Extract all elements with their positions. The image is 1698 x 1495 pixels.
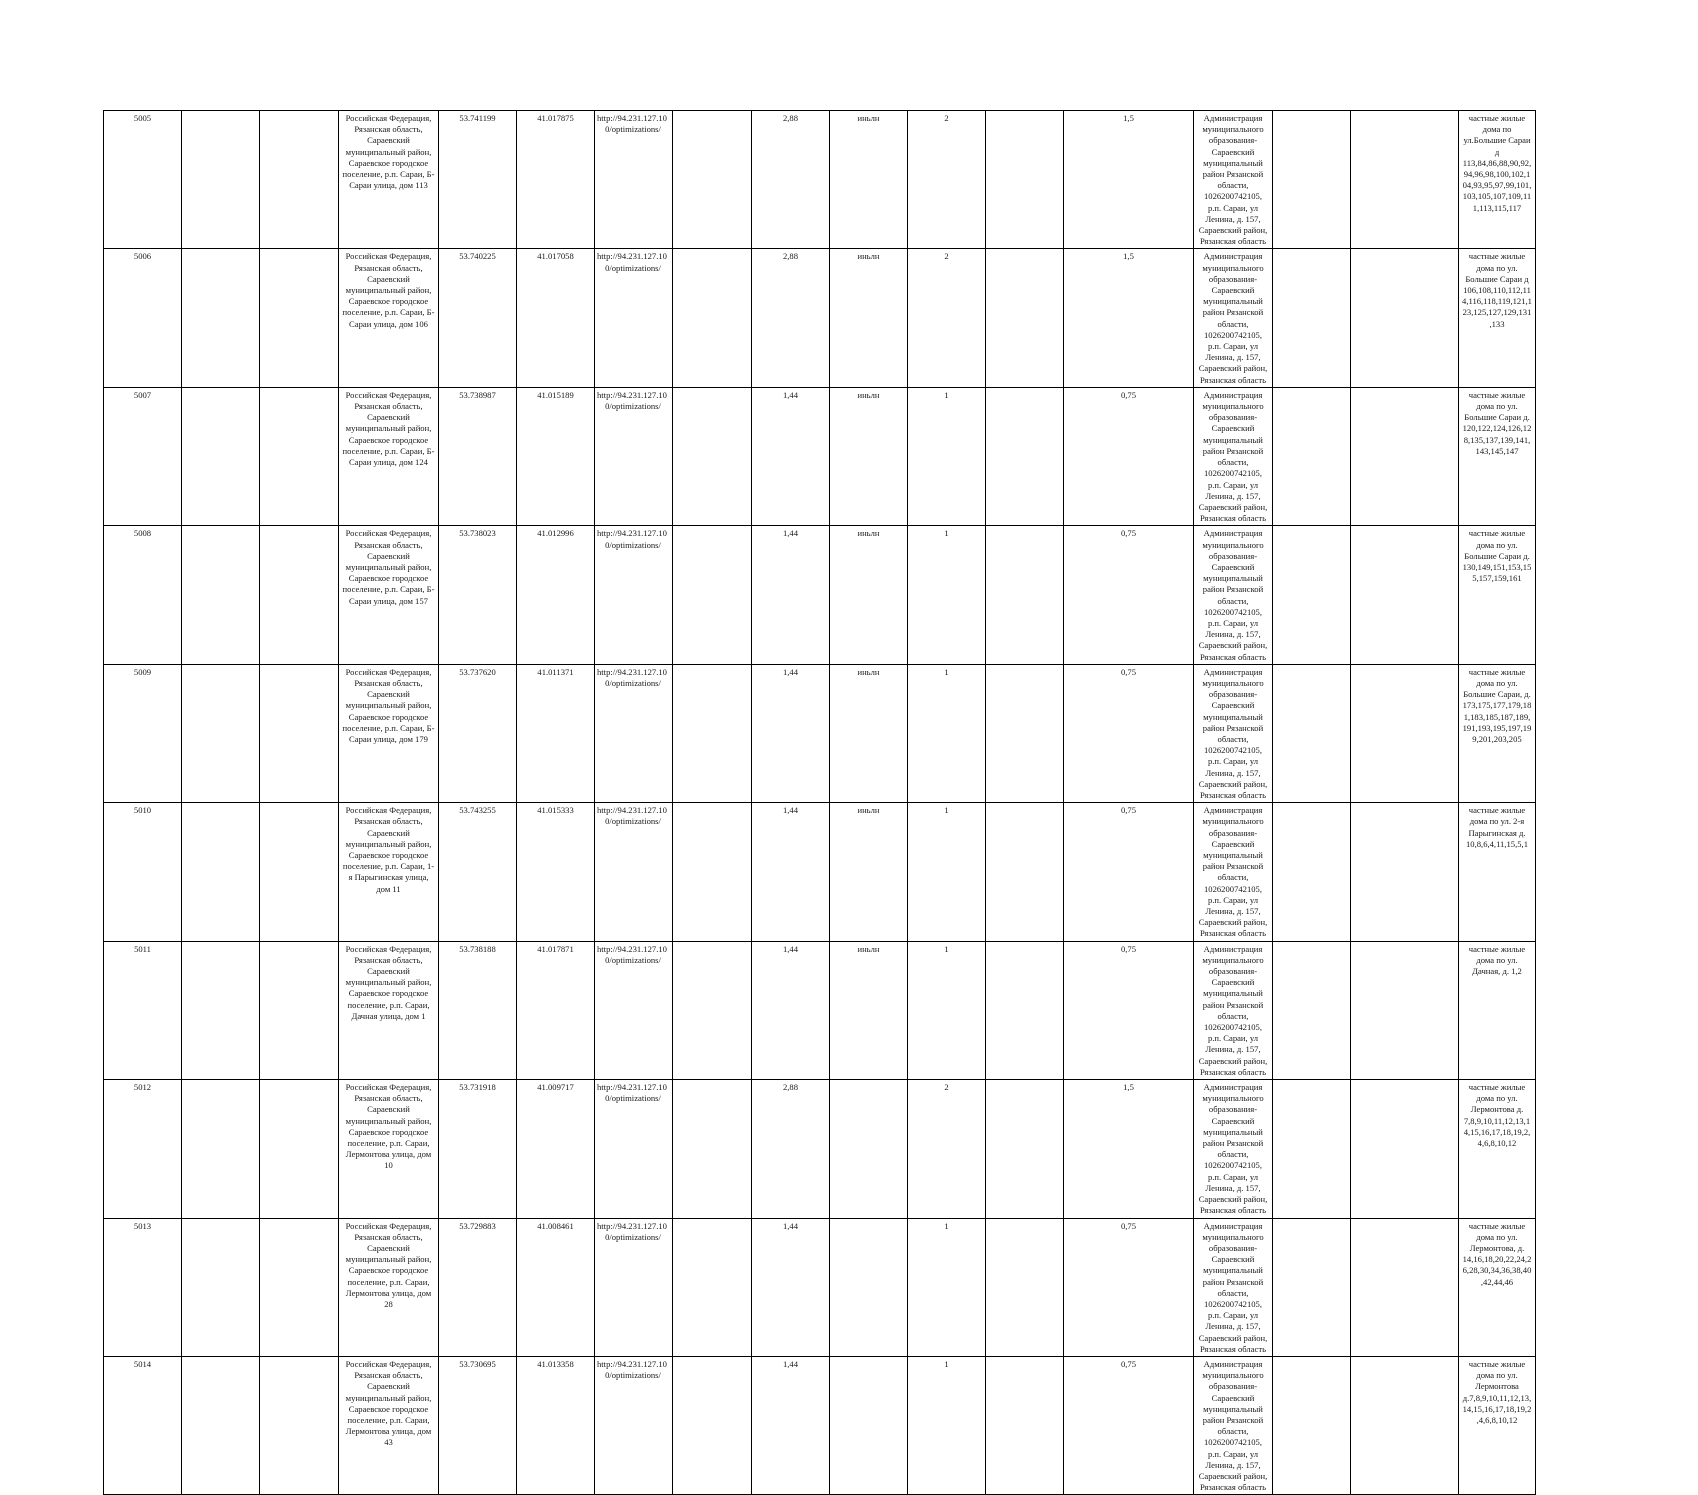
cell-volume: 0,75: [1064, 1356, 1194, 1494]
cell-empty: [673, 249, 752, 387]
cell-longitude: 41.017875: [517, 111, 595, 249]
cell-id: 5014: [104, 1356, 182, 1494]
cell-empty: [1273, 1080, 1351, 1218]
cell-empty: [986, 664, 1064, 802]
cell-material: иньлн: [830, 249, 908, 387]
cell-empty: [1273, 526, 1351, 664]
cell-map-link: [595, 111, 673, 249]
cell-empty: [1351, 1080, 1459, 1218]
cell-id: 5013: [104, 1218, 182, 1356]
cell-address: Российская Федерация, Рязанская область, Сараевский муниципальный район, Сараевское городское поселение, р.п. Сараи, Б-Сараи улица, дом 124: [339, 387, 439, 525]
cell-area: 1,44: [752, 1218, 830, 1356]
cell-empty: [260, 1356, 339, 1494]
cell-owner: Администрация муниципального образования-Сараевский муниципальный район Рязанской области, 1026200742105, р.п. Сараи, ул Ленина, д. 157, Сараевский район, Рязанская область: [1194, 111, 1273, 249]
cell-material: [830, 1218, 908, 1356]
cell-volume: 0,75: [1064, 526, 1194, 664]
cell-volume: 0,75: [1064, 803, 1194, 941]
cell-material: иньлн: [830, 941, 908, 1079]
cell-area: 1,44: [752, 803, 830, 941]
map-link-line-2: 0/optimizations/: [605, 954, 661, 965]
cell-empty: [260, 526, 339, 664]
cell-empty: [182, 1218, 260, 1356]
cell-address: Российская Федерация, Рязанская область, Сараевский муниципальный район, Сараевское городское поселение, р.п. Сараи, Лермонтова улица, дом 10: [339, 1080, 439, 1218]
cell-id: 5006: [104, 249, 182, 387]
table-row: [104, 526, 1536, 664]
cell-empty: [182, 941, 260, 1079]
map-link-line-2: 0/optimizations/: [605, 262, 661, 273]
cell-container-count: 1: [908, 526, 986, 664]
cell-id: 5010: [104, 803, 182, 941]
cell-empty: [1273, 1218, 1351, 1356]
cell-empty: [1351, 803, 1459, 941]
cell-owner: Администрация муниципального образования-Сараевский муниципальный район Рязанской области, 1026200742105, р.п. Сараи, ул Ленина, д. 157, Сараевский район, Рязанская область: [1194, 1218, 1273, 1356]
cell-owner: Администрация муниципального образования-Сараевский муниципальный район Рязанской области, 1026200742105, р.п. Сараи, ул Ленина, д. 157, Сараевский район, Рязанская область: [1194, 387, 1273, 525]
cell-longitude: 41.017871: [517, 941, 595, 1079]
cell-id: 5011: [104, 941, 182, 1079]
cell-map-link: [595, 664, 673, 802]
cell-address: Российская Федерация, Рязанская область, Сараевский муниципальный район, Сараевское городское поселение, р.п. Сараи, Б-Сараи улица, дом 157: [339, 526, 439, 664]
map-link-line-1: http://94.231.127.10: [597, 1082, 667, 1093]
map-link-line-1: http://94.231.127.10: [597, 113, 667, 123]
cell-container-count: 1: [908, 803, 986, 941]
cell-empty: [182, 803, 260, 941]
map-link-line-2: 0/optimizations/: [605, 816, 661, 827]
table-row: [104, 249, 1536, 387]
map-link-line-1: http://94.231.127.10: [597, 943, 667, 954]
cell-waste-sources: частные жилые дома по ул. 2-я Парыгинская д. 10,8,6,4,11,15,5,1: [1459, 803, 1536, 941]
cell-container-count: 1: [908, 1356, 986, 1494]
cell-empty: [673, 1080, 752, 1218]
cell-container-count: 2: [908, 111, 986, 249]
map-link-line-1: http://94.231.127.10: [597, 666, 667, 677]
cell-empty: [986, 1080, 1064, 1218]
cell-waste-sources: частные жилые дома по ул. Большие Сараи д. 120,122,124,126,128,135,137,139,141,143,145,147: [1459, 387, 1536, 525]
cell-empty: [1273, 1356, 1351, 1494]
cell-area: 1,44: [752, 526, 830, 664]
cell-map-link: [595, 1080, 673, 1218]
cell-material: иньлн: [830, 111, 908, 249]
cell-area: 1,44: [752, 387, 830, 525]
cell-waste-sources: частные жилые дома по ул. Большие Сараи д 106,108,110,112,114,116,118,119,121,123,125,127,129,131,133: [1459, 249, 1536, 387]
cell-waste-sources: частные жилые дома по ул. Лермонтова, д. 14,16,18,20,22,24,26,28,30,34,36,38,40,42,44,46: [1459, 1218, 1536, 1356]
cell-owner: Администрация муниципального образования-Сараевский муниципальный район Рязанской области, 1026200742105, р.п. Сараи, ул Ленина, д. 157, Сараевский район, Рязанская область: [1194, 1080, 1273, 1218]
cell-empty: [673, 111, 752, 249]
cell-id: 5009: [104, 664, 182, 802]
map-link-line-1: http://94.231.127.10: [597, 251, 667, 262]
cell-map-link: [595, 1356, 673, 1494]
cell-id: 5007: [104, 387, 182, 525]
cell-empty: [986, 526, 1064, 664]
cell-empty: [182, 526, 260, 664]
cell-longitude: 41.008461: [517, 1218, 595, 1356]
cell-empty: [1351, 1356, 1459, 1494]
table-row: [104, 803, 1536, 941]
cell-material: иньлн: [830, 803, 908, 941]
map-link-line-2: 0/optimizations/: [605, 1093, 661, 1104]
cell-empty: [673, 1218, 752, 1356]
map-link-line-1: http://94.231.127.10: [597, 389, 667, 400]
cell-empty: [1273, 387, 1351, 525]
cell-empty: [182, 387, 260, 525]
cell-empty: [260, 387, 339, 525]
cell-owner: Администрация муниципального образования-Сараевский муниципальный район Рязанской области, 1026200742105, р.п. Сараи, ул Ленина, д. 157, Сараевский район, Рязанская область: [1194, 803, 1273, 941]
map-link-line-2: 0/optimizations/: [605, 401, 661, 412]
cell-empty: [1351, 526, 1459, 664]
cell-area: 2,88: [752, 111, 830, 249]
cell-container-count: 1: [908, 664, 986, 802]
table-row: [104, 664, 1536, 802]
cell-empty: [673, 803, 752, 941]
cell-empty: [182, 111, 260, 249]
table-row: [104, 1080, 1536, 1218]
cell-map-link: [595, 526, 673, 664]
table-body: [104, 111, 1536, 1495]
cell-map-link: [595, 1218, 673, 1356]
cell-address: Российская Федерация, Рязанская область, Сараевский муниципальный район, Сараевское городское поселение, р.п. Сараи, Б-Сараи улица, дом 106: [339, 249, 439, 387]
cell-container-count: 1: [908, 941, 986, 1079]
cell-empty: [986, 803, 1064, 941]
registry-table-sheet: [103, 110, 1536, 1495]
map-link-line-1: http://94.231.127.10: [597, 805, 667, 816]
map-link-line-2: 0/optimizations/: [605, 1370, 661, 1381]
cell-empty: [1351, 249, 1459, 387]
cell-latitude: 53.738987: [439, 387, 517, 525]
cell-volume: 1,5: [1064, 111, 1194, 249]
cell-waste-sources: частные жилые дома по ул. Большие Сараи, д. 173,175,177,179,181,183,185,187,189,191,193,195,197,199,201,203,205: [1459, 664, 1536, 802]
cell-container-count: 1: [908, 1218, 986, 1356]
cell-latitude: 53.740225: [439, 249, 517, 387]
map-link-line-2: 0/optimizations/: [605, 124, 661, 135]
cell-empty: [1351, 387, 1459, 525]
table-row: [104, 1218, 1536, 1356]
cell-container-count: 2: [908, 249, 986, 387]
cell-longitude: 41.017058: [517, 249, 595, 387]
cell-address: Российская Федерация, Рязанская область, Сараевский муниципальный район, Сараевское городское поселение, р.п. Сараи, Дачная улица, дом 1: [339, 941, 439, 1079]
cell-empty: [1351, 664, 1459, 802]
cell-empty: [182, 1080, 260, 1218]
cell-address: Российская Федерация, Рязанская область, Сараевский муниципальный район, Сараевское городское поселение, р.п. Сараи, Лермонтова улица, дом 43: [339, 1356, 439, 1494]
map-link-line-2: 0/optimizations/: [605, 677, 661, 688]
cell-volume: 1,5: [1064, 1080, 1194, 1218]
cell-empty: [986, 249, 1064, 387]
cell-empty: [673, 526, 752, 664]
cell-empty: [260, 111, 339, 249]
table-row: [104, 1356, 1536, 1494]
cell-empty: [1351, 941, 1459, 1079]
cell-latitude: 53.729883: [439, 1218, 517, 1356]
table-row: [104, 111, 1536, 249]
cell-empty: [1273, 664, 1351, 802]
cell-area: 2,88: [752, 249, 830, 387]
cell-volume: 0,75: [1064, 387, 1194, 525]
cell-empty: [1273, 941, 1351, 1079]
cell-empty: [182, 664, 260, 802]
cell-latitude: 53.743255: [439, 803, 517, 941]
cell-longitude: 41.015189: [517, 387, 595, 525]
cell-volume: 0,75: [1064, 1218, 1194, 1356]
cell-area: 1,44: [752, 941, 830, 1079]
cell-waste-sources: частные жилые дома по ул. Большие Сараи д. 130,149,151,153,155,157,159,161: [1459, 526, 1536, 664]
cell-id: 5008: [104, 526, 182, 664]
cell-empty: [182, 249, 260, 387]
cell-empty: [1351, 111, 1459, 249]
cell-empty: [260, 1218, 339, 1356]
cell-waste-sources: частные жилые дома по ул. Лермонтова д.7,8,9,10,11,12,13,14,15,16,17,18,19,2,4,6,8,10,12: [1459, 1356, 1536, 1494]
cell-empty: [1273, 249, 1351, 387]
cell-longitude: 41.011371: [517, 664, 595, 802]
cell-volume: 1,5: [1064, 249, 1194, 387]
map-link-line-1: http://94.231.127.10: [597, 1358, 667, 1369]
cell-material: иньлн: [830, 664, 908, 802]
cell-waste-sources: частные жилые дома по ул. Дачная, д. 1,2: [1459, 941, 1536, 1079]
cell-map-link: [595, 249, 673, 387]
cell-empty: [260, 249, 339, 387]
cell-map-link: [595, 387, 673, 525]
cell-empty: [986, 1218, 1064, 1356]
cell-empty: [986, 387, 1064, 525]
cell-volume: 0,75: [1064, 664, 1194, 802]
container-sites-table: [103, 110, 1536, 1495]
cell-empty: [986, 111, 1064, 249]
cell-longitude: 41.009717: [517, 1080, 595, 1218]
cell-id: 5012: [104, 1080, 182, 1218]
cell-material: иньлн: [830, 387, 908, 525]
cell-owner: Администрация муниципального образования-Сараевский муниципальный район Рязанской области, 1026200742105, р.п. Сараи, ул Ленина, д. 157, Сараевский район, Рязанская область: [1194, 664, 1273, 802]
cell-area: 2,88: [752, 1080, 830, 1218]
map-link-line-1: http://94.231.127.10: [597, 528, 667, 539]
cell-map-link: [595, 803, 673, 941]
cell-empty: [673, 941, 752, 1079]
cell-address: Российская Федерация, Рязанская область, Сараевский муниципальный район, Сараевское городское поселение, р.п. Сараи, 1-я Парыгинская улица, дом 11: [339, 803, 439, 941]
cell-latitude: 53.731918: [439, 1080, 517, 1218]
cell-address: Российская Федерация, Рязанская область, Сараевский муниципальный район, Сараевское городское поселение, р.п. Сараи, Лермонтова улица, дом 28: [339, 1218, 439, 1356]
cell-area: 1,44: [752, 664, 830, 802]
cell-empty: [673, 387, 752, 525]
cell-latitude: 53.741199: [439, 111, 517, 249]
cell-empty: [1351, 1218, 1459, 1356]
cell-material: [830, 1080, 908, 1218]
cell-empty: [986, 941, 1064, 1079]
cell-latitude: 53.738188: [439, 941, 517, 1079]
cell-owner: Администрация муниципального образования-Сараевский муниципальный район Рязанской области, 1026200742105, р.п. Сараи, ул Ленина, д. 157, Сараевский район, Рязанская область: [1194, 249, 1273, 387]
cell-empty: [673, 664, 752, 802]
cell-material: [830, 1356, 908, 1494]
cell-empty: [260, 1080, 339, 1218]
table-row: [104, 941, 1536, 1079]
cell-empty: [260, 803, 339, 941]
cell-owner: Администрация муниципального образования-Сараевский муниципальный район Рязанской области, 1026200742105, р.п. Сараи, ул Ленина, д. 157, Сараевский район, Рязанская область: [1194, 1356, 1273, 1494]
cell-latitude: 53.738023: [439, 526, 517, 664]
cell-empty: [673, 1356, 752, 1494]
cell-latitude: 53.737620: [439, 664, 517, 802]
cell-address: Российская Федерация, Рязанская область, Сараевский муниципальный район, Сараевское городское поселение, р.п. Сараи, Б-Сараи улица, дом 113: [339, 111, 439, 249]
cell-longitude: 41.013358: [517, 1356, 595, 1494]
cell-empty: [182, 1356, 260, 1494]
cell-owner: Администрация муниципального образования-Сараевский муниципальный район Рязанской области, 1026200742105, р.п. Сараи, ул Ленина, д. 157, Сараевский район, Рязанская область: [1194, 941, 1273, 1079]
cell-latitude: 53.730695: [439, 1356, 517, 1494]
cell-waste-sources: частные жилые дома по ул.Большие Сараи д 113,84,86,88,90,92,94,96,98,100,102,104,93,95,97,99,101,103,105,107,109,111,113,115,117: [1459, 111, 1536, 249]
cell-owner: Администрация муниципального образования-Сараевский муниципальный район Рязанской области, 1026200742105, р.п. Сараи, ул Ленина, д. 157, Сараевский район, Рязанская область: [1194, 526, 1273, 664]
map-link-line-1: http://94.231.127.10: [597, 1220, 667, 1231]
cell-container-count: 1: [908, 387, 986, 525]
cell-empty: [260, 664, 339, 802]
cell-empty: [1273, 111, 1351, 249]
cell-area: 1,44: [752, 1356, 830, 1494]
cell-empty: [260, 941, 339, 1079]
cell-empty: [986, 1356, 1064, 1494]
cell-volume: 0,75: [1064, 941, 1194, 1079]
cell-material: иньлн: [830, 526, 908, 664]
cell-id: 5005: [104, 111, 182, 249]
cell-waste-sources: частные жилые дома по ул. Лермонтова д. 7,8,9,10,11,12,13,14,15,16,17,18,19,2,4,6,8,10,12: [1459, 1080, 1536, 1218]
cell-container-count: 2: [908, 1080, 986, 1218]
map-link-line-2: 0/optimizations/: [605, 539, 661, 550]
map-link-line-2: 0/optimizations/: [605, 1231, 661, 1242]
cell-address: Российская Федерация, Рязанская область, Сараевский муниципальный район, Сараевское городское поселение, р.п. Сараи, Б-Сараи улица, дом 179: [339, 664, 439, 802]
cell-map-link: [595, 941, 673, 1079]
table-row: [104, 387, 1536, 525]
cell-empty: [1273, 803, 1351, 941]
cell-longitude: 41.015333: [517, 803, 595, 941]
cell-longitude: 41.012996: [517, 526, 595, 664]
